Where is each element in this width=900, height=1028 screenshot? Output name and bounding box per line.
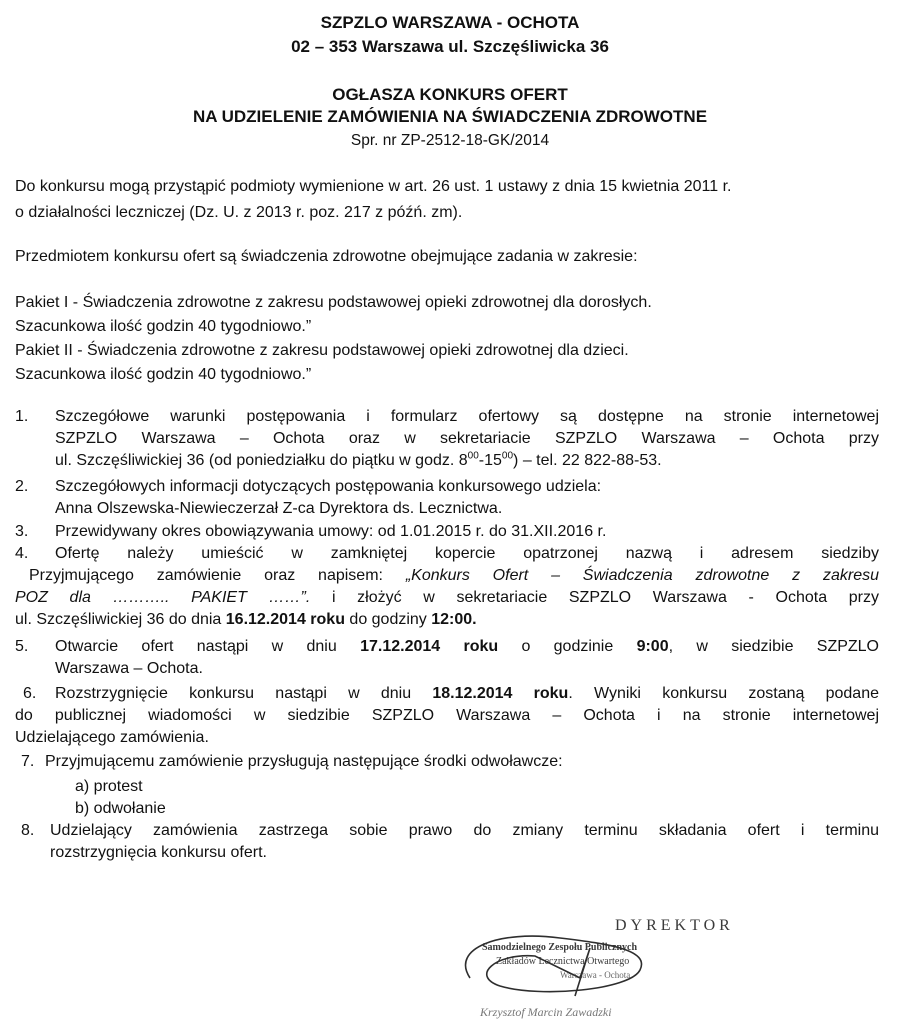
subject-paragraph: Przedmiotem konkursu ofert są świadczenia zdrowotne obejmujące zadania w zakresie: (15, 248, 638, 265)
list-line: Anna Olszewska-Niewieczerzał Z-ca Dyrektora ds. Lecznictwa. (55, 500, 503, 517)
list-item-5 (15, 636, 879, 680)
list-number: 1. (15, 408, 29, 425)
list-line-part: „Konkurs Ofert – Świadczenia zdrowotne z zakresu (405, 567, 879, 584)
sub-item-a: a) protest (75, 778, 143, 795)
list-line (15, 609, 879, 631)
list-line (15, 587, 879, 609)
list-text (15, 476, 879, 520)
list-line: Ofertę należy umieścić w zamkniętej kopercie opatrzonej nazwą i adresem siedziby (55, 545, 879, 562)
list-line-part: Rozstrzygnięcie konkursu nastąpi w dniu (55, 685, 433, 702)
case-number: Spr. nr ZP-2512-18-GK/2014 (350, 132, 550, 149)
hour-superscript: 00 (501, 450, 514, 462)
stamp-line-2: Zakładów Lecznictwa Otwartego (496, 956, 630, 967)
list-item-3 (15, 521, 879, 543)
list-text (15, 543, 879, 631)
package-2-hours: Szacunkowa ilość godzin 40 tygodniowo.” (15, 366, 312, 383)
intro-line-2: o działalności leczniczej (Dz. U. z 2013 r. poz. 217 z późń. zm). (15, 204, 463, 221)
deadline-time: 12:00. (431, 611, 477, 628)
list-line-part: . Wyniki konkursu zostaną podane (568, 685, 879, 702)
director-stamp (440, 908, 770, 1023)
list-line-part: , w siedzibie SZPZLO (668, 638, 880, 655)
stamp-line-3: Warszawa - Ochota (560, 970, 631, 980)
list-text (15, 683, 879, 749)
list-line-part: Otwarcie ofert nastąpi w dniu (55, 638, 361, 655)
opening-time: 9:00 (636, 638, 669, 655)
list-number: 7. (21, 753, 35, 770)
sub-item-b: b) odwołanie (75, 800, 166, 817)
deadline-date: 16.12.2014 roku (225, 611, 345, 628)
list-line: Udzielającego zamówienia. (15, 729, 209, 746)
list-number: 3. (15, 523, 29, 540)
intro-line-1: Do konkursu mogą przystąpić podmioty wymienione w art. 26 ust. 1 ustawy z dnia 15 kwietnia 2011 r. (15, 178, 732, 195)
stamp-line-1: Samodzielnego Zespołu Publicznych (482, 942, 638, 953)
list-line (55, 450, 879, 472)
list-line-part: ) – tel. 22 822-88-53. (513, 452, 662, 469)
list-number: 6. (23, 685, 37, 702)
stamp-signature-name: Krzysztof Marcin Zawadzki (480, 1005, 612, 1019)
list-text (15, 406, 879, 472)
list-line (15, 565, 879, 587)
list-line: SZPZLO Warszawa – Ochota oraz w sekretariacie SZPZLO Warszawa – Ochota przy (55, 430, 879, 447)
list-line: do publicznej wiadomości w siedzibie SZPZLO Warszawa – Ochota i na stronie internetowej (15, 707, 879, 724)
list-line: Warszawa – Ochota. (55, 660, 203, 677)
list-line (15, 683, 879, 705)
list-line: Szczegółowych informacji dotyczących postępowania konkursowego udziela: (55, 478, 602, 495)
announcement-title: OGŁASZA KONKURS OFERT (332, 85, 568, 104)
list-line-part: o godzinie (498, 638, 637, 655)
list-line (55, 636, 879, 658)
list-item-2 (15, 476, 879, 520)
list-line-part: do godziny (344, 611, 432, 628)
list-text (15, 820, 879, 864)
stamp-title: DYREKTOR (615, 917, 734, 934)
list-number: 4. (15, 545, 29, 562)
list-text (15, 636, 879, 680)
list-line-part: ul. Szczęśliwickiej 36 (od poniedziałku do piątku w godz. 8 (55, 452, 468, 469)
package-2-title: Pakiet II - Świadczenia zdrowotne z zakresu podstawowej opieki zdrowotnej dla dzieci. (15, 342, 629, 359)
list-item-4 (15, 543, 879, 631)
list-line-part: i złożyć w sekretariacie SZPZLO Warszawa - Ochota przy (310, 589, 880, 606)
list-number: 2. (15, 478, 29, 495)
list-line: Udzielający zamówienia zastrzega sobie prawo do zmiany terminu składania ofert i terminu (50, 822, 879, 839)
result-date: 18.12.2014 roku (432, 685, 569, 702)
list-number: 5. (15, 638, 29, 655)
list-line-part: POZ dla ……….. PAKIET ……”. (15, 589, 311, 606)
list-number: 8. (21, 822, 35, 839)
list-line: Szczegółowe warunki postępowania i formularz ofertowy są dostępne na stronie internetowej (55, 408, 879, 425)
list-item-1 (15, 406, 879, 472)
opening-date: 17.12.2014 roku (360, 638, 499, 655)
package-1-hours: Szacunkowa ilość godzin 40 tygodniowo.” (15, 318, 312, 335)
list-line-part: Przyjmującego zamówienie oraz napisem: (29, 567, 406, 584)
list-text: Przyjmującemu zamówienie przysługują następujące środki odwoławcze: (45, 753, 563, 770)
package-1-title: Pakiet I - Świadczenia zdrowotne z zakresu podstawowej opieki zdrowotnej dla dorosłych. (15, 294, 652, 311)
hour-superscript: 00 (467, 450, 479, 462)
list-line: rozstrzygnięcia konkursu ofert. (50, 844, 267, 861)
institution-name: SZPZLO WARSZAWA - OCHOTA (320, 13, 580, 32)
list-line-part: ul. Szczęśliwickiej 36 do dnia (15, 611, 226, 628)
announcement-subtitle: NA UDZIELENIE ZAMÓWIENIA NA ŚWIADCZENIA ZDROWOTNE (192, 107, 708, 126)
list-line-part: -15 (478, 452, 502, 469)
list-item-6 (15, 683, 879, 749)
list-text: Przewidywany okres obowiązywania umowy: od 1.01.2015 r. do 31.XII.2016 r. (55, 523, 607, 540)
institution-address: 02 – 353 Warszawa ul. Szczęśliwicka 36 (291, 37, 609, 56)
list-item-7 (15, 751, 879, 773)
list-item-8 (15, 820, 879, 864)
